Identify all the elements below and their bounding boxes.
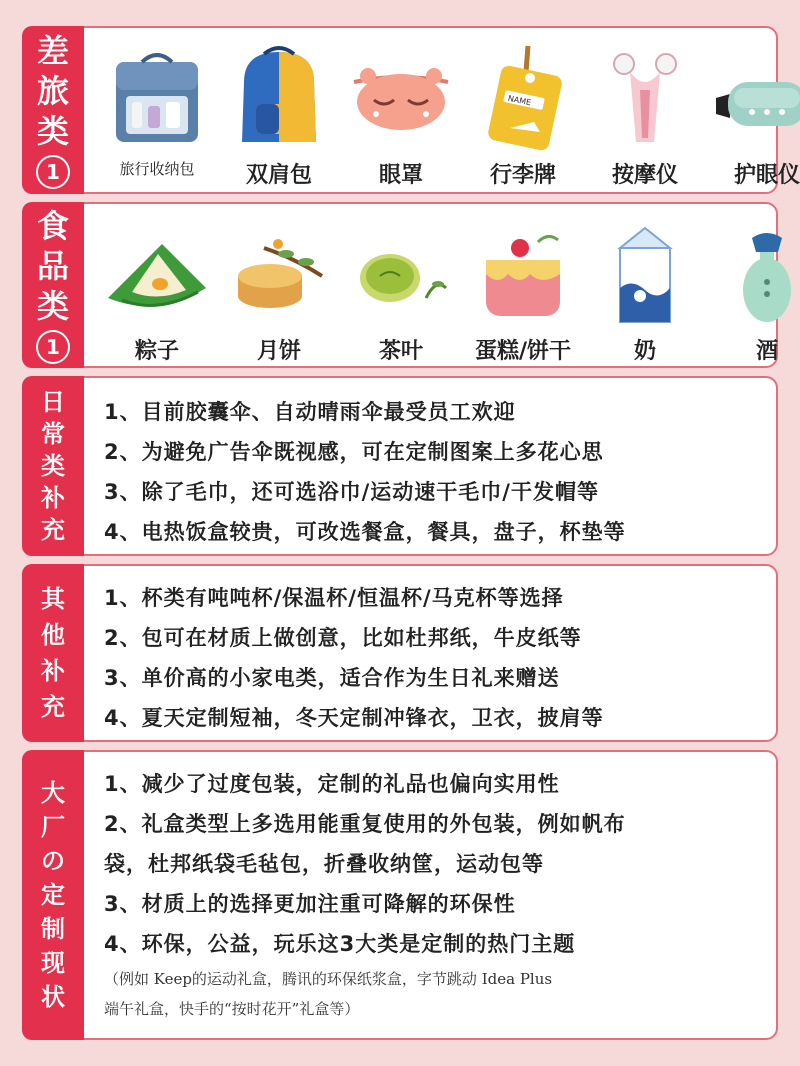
backpack-icon <box>224 42 334 152</box>
item-mooncake <box>224 218 334 365</box>
tab-char: 日 <box>41 388 65 416</box>
massager-icon <box>590 42 700 152</box>
item-toiletry-bag <box>102 42 212 179</box>
item-label: 双肩包 <box>245 163 312 188</box>
food-card <box>22 202 778 368</box>
tab-number: 1 <box>36 155 70 189</box>
travel-tab <box>22 26 84 194</box>
tab-char: 其 <box>41 585 65 613</box>
item-label: 粽子 <box>134 339 179 364</box>
tab-char: 类 <box>36 112 69 150</box>
daily-line: 2、为避免广告伞既视感，可在定制图案上多花心思 <box>104 440 604 464</box>
eye-mask-icon <box>346 42 456 152</box>
tab-char: 旅 <box>36 72 69 110</box>
tab-char: 制 <box>41 915 65 943</box>
tab-char: 差 <box>36 32 69 70</box>
tab-char: 厂 <box>41 813 65 841</box>
tab-char: 品 <box>36 247 69 285</box>
tab-char: 类 <box>41 452 65 480</box>
daily-line: 4、电热饭盒较贵，可改选餐盒，餐具，盘子，杯垫等 <box>104 520 626 544</box>
liquor-icon <box>712 218 800 328</box>
tab-char: 状 <box>41 983 65 1011</box>
tab-char: 补 <box>41 657 65 685</box>
tea-icon <box>346 218 456 328</box>
tab-char: 食 <box>36 207 69 245</box>
item-label: 按摩仪 <box>611 163 678 188</box>
bigco-line: 3、材质上的选择更加注重可降解的环保性 <box>104 892 516 916</box>
item-label: 眼罩 <box>378 163 423 188</box>
bigco-note: 端午礼盒，快手的“按时花开”礼盒等） <box>104 1000 360 1018</box>
item-eye-massager <box>712 42 800 189</box>
tab-char: 现 <box>41 949 65 977</box>
tab-char: 补 <box>41 484 65 512</box>
tab-char: 他 <box>41 621 65 649</box>
item-label: 旅行收纳包 <box>119 160 195 178</box>
item-massager <box>590 42 700 189</box>
item-label: 茶叶 <box>378 339 423 364</box>
food-tab <box>22 202 84 368</box>
item-label: 护眼仪 <box>733 163 800 188</box>
mooncake-icon <box>224 218 334 328</box>
daily-tab <box>22 376 84 556</box>
tab-char: 定 <box>41 881 65 909</box>
item-liquor <box>712 218 800 365</box>
toiletry-bag-icon <box>102 42 212 152</box>
daily-line: 1、目前胶囊伞、自动晴雨伞最受员工欢迎 <box>104 400 516 424</box>
cake-icon <box>468 218 578 328</box>
tab-char: 充 <box>41 693 65 721</box>
item-eye-mask <box>346 42 456 189</box>
other-line: 1、杯类有吨吨杯/保温杯/恒温杯/马克杯等选择 <box>104 586 564 610</box>
item-label: 奶 <box>633 339 656 364</box>
bigco-card <box>22 750 778 1040</box>
other-tab <box>22 564 84 742</box>
item-tea <box>346 218 456 365</box>
other-line: 3、单价高的小家电类，适合作为生日礼来赠送 <box>104 666 560 690</box>
tab-char: 充 <box>41 516 65 544</box>
other-card <box>22 564 778 742</box>
item-label: 月饼 <box>256 339 301 364</box>
travel-card <box>22 26 800 194</box>
item-label: 行李牌 <box>489 163 556 188</box>
other-line: 2、包可在材质上做创意，比如杜邦纸，牛皮纸等 <box>104 626 582 650</box>
item-backpack <box>224 42 334 189</box>
bigco-note: （例如 Keep的运动礼盒，腾讯的环保纸浆盒，字节跳动 Idea Plus <box>104 970 553 988</box>
other-line: 4、夏天定制短袖，冬天定制冲锋衣，卫衣，披肩等 <box>104 706 604 730</box>
item-label: 蛋糕/饼干 <box>474 339 572 364</box>
bigco-line: 4、环保，公益，玩乐这3大类是定制的热门主题 <box>104 932 576 956</box>
luggage-tag-icon <box>468 42 578 152</box>
tab-char: 常 <box>41 420 65 448</box>
tab-number: 1 <box>36 330 70 364</box>
eye-massager-icon <box>712 42 800 152</box>
tag-text: NAME <box>507 93 532 108</box>
bigco-line: 2、礼盒类型上多选用能重复使用的外包装，例如帆布 <box>104 812 626 836</box>
tab-char: の <box>41 847 65 875</box>
tab-char: 类 <box>36 287 69 325</box>
bigco-line: 袋，杜邦纸袋毛毡包，折叠收纳筐，运动包等 <box>104 852 544 876</box>
tab-char: 大 <box>41 779 65 807</box>
item-luggage-tag <box>468 42 578 189</box>
item-zongzi <box>102 218 212 365</box>
item-label: 酒 <box>755 339 778 364</box>
bigco-tab <box>22 750 84 1040</box>
bigco-line: 1、减少了过度包装，定制的礼品也偏向实用性 <box>104 772 560 796</box>
milk-icon <box>590 218 700 328</box>
daily-line: 3、除了毛巾，还可选浴巾/运动速干毛巾/干发帽等 <box>104 480 599 504</box>
item-cake <box>468 218 578 365</box>
zongzi-icon <box>102 218 212 328</box>
item-milk <box>590 218 700 365</box>
daily-card <box>22 376 778 556</box>
